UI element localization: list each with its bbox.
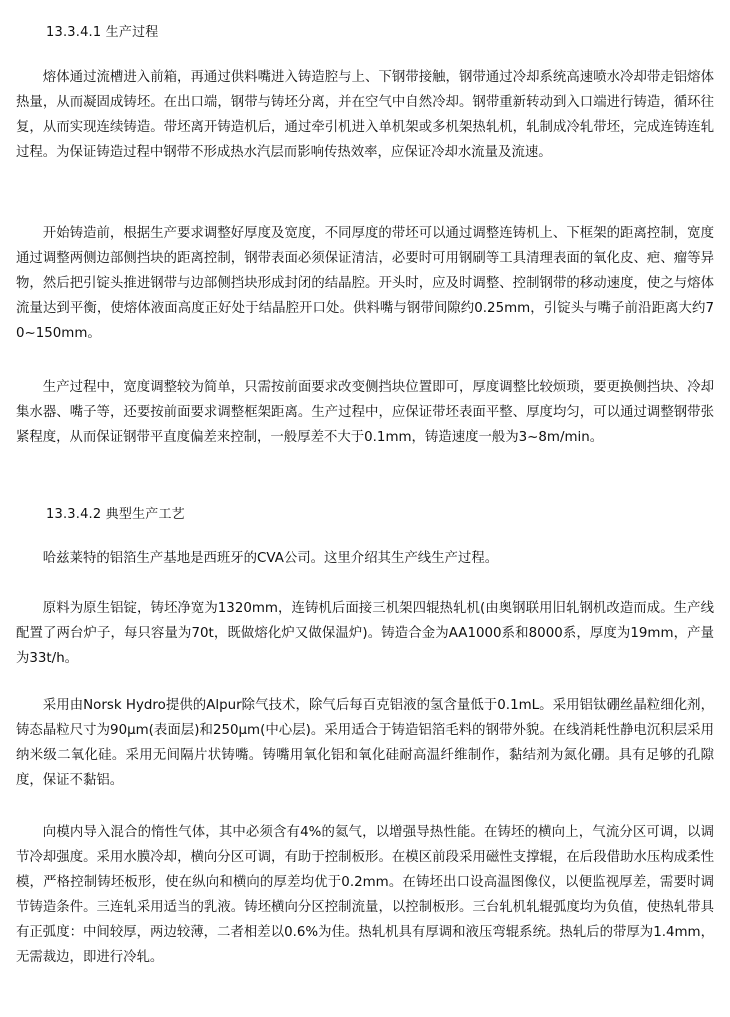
section-heading-production-process: 13.3.4.1 生产过程 <box>46 25 159 40</box>
paragraph: 原料为原生铝锭，铸坯净宽为1320mm，连铸机后面接三机架四辊热轧机(由奥钢联用旧轧钢机改造而成。生产线配置了两台炉子，每只容量为70t，既做熔化炉又做保温炉)。铸造合金为AA1000系和8000系，厚度为19mm，产量为33t/h。 <box>16 601 714 666</box>
section-heading-typical-process: 13.3.4.2 典型生产工艺 <box>46 507 185 522</box>
paragraph: 开始铸造前，根据生产要求调整好厚度及宽度，不同厚度的带坯可以通过调整连铸机上、下框架的距离控制，宽度通过调整两侧边部侧挡块的距离控制，钢带表面必须保证清洁，必要时可用钢刷等工具清理表面的氧化皮、疤、瘤等异物，然后把引锭头推进钢带与边部侧挡块形成封闭的结晶腔。开头时，应及时调整、控制钢带的移动速度，使之与熔体流量达到平衡，使熔体液面高度正好处于结晶腔开口处。供料嘴与钢带间隙约0.25mm，引锭头与嘴子前沿距离大约70~150mm。 <box>16 226 714 341</box>
paragraph: 生产过程中，宽度调整较为简单，只需按前面要求改变侧挡块位置即可，厚度调整比较烦琐，要更换侧挡块、冷却集水器、嘴子等，还要按前面要求调整框架距离。生产过程中，应保证带坯表面平整、厚度均匀，可以通过调整钢带张紧程度，从而保证钢带平直度偏差来控制，一般厚差不大于0.1mm，铸造速度一般为3~8m/min。 <box>16 380 714 445</box>
paragraph: 熔体通过流槽进入前箱，再通过供料嘴进入铸造腔与上、下钢带接触，钢带通过冷却系统高速喷水冷却带走铝熔体热量，从而凝固成铸坯。在出口端，钢带与铸坯分离，并在空气中自然冷却。钢带重新转动到入口端进行铸造，循环往复，从而实现连续铸造。带坯离开铸造机后，通过牵引机进入单机架或多机架热轧机，轧制成冷轧带坯，完成连铸连轧过程。为保证铸造过程中钢带不形成热水汽层而影响传热效率，应保证冷却水流量及流速。 <box>16 70 714 160</box>
paragraph: 哈兹莱特的铝箔生产基地是西班牙的CVA公司。这里介绍其生产线生产过程。 <box>42 551 499 566</box>
paragraph: 采用由Norsk Hydro提供的Alpur除气技术，除气后每百克铝液的氢含量低于0.1mL。采用铝钛硼丝晶粒细化剂，铸态晶粒尺寸为90μm(表面层)和250μm(中心层)。采用适合于铸造铝箔毛料的钢带外貌。在线消耗性静电沉积层采用纳米级二氧化硅。采用无间隔片状铸嘴。铸嘴用氧化铝和氧化硅耐高温纤维制作，黏结剂为氮化硼。具有足够的孔隙度，保证不黏铝。 <box>16 698 714 788</box>
paragraph: 向模内导入混合的惰性气体，其中必须含有4%的氦气，以增强导热性能。在铸坯的横向上，气流分区可调，以调节冷却强度。采用水膜冷却，横向分区可调，有助于控制板形。在模区前段采用磁性支撑辊，在后段借助水压构成柔性模，严格控制铸坯板形，使在纵向和横向的厚差均优于0.2mm。在铸坯出口设高温图像仪，以便监视厚差，需要时调节铸造条件。三连轧采用适当的乳液。铸坯横向分区控制流量，以控制板形。三台轧机轧辊弧度均为负值，使热轧带具有正弧度：中间较厚，两边较薄，二者相差以0.6%为佳。热轧机具有厚调和液压弯辊系统。热轧后的带厚为1.4mm，无需裁边，即进行冷轧。 <box>16 825 714 965</box>
